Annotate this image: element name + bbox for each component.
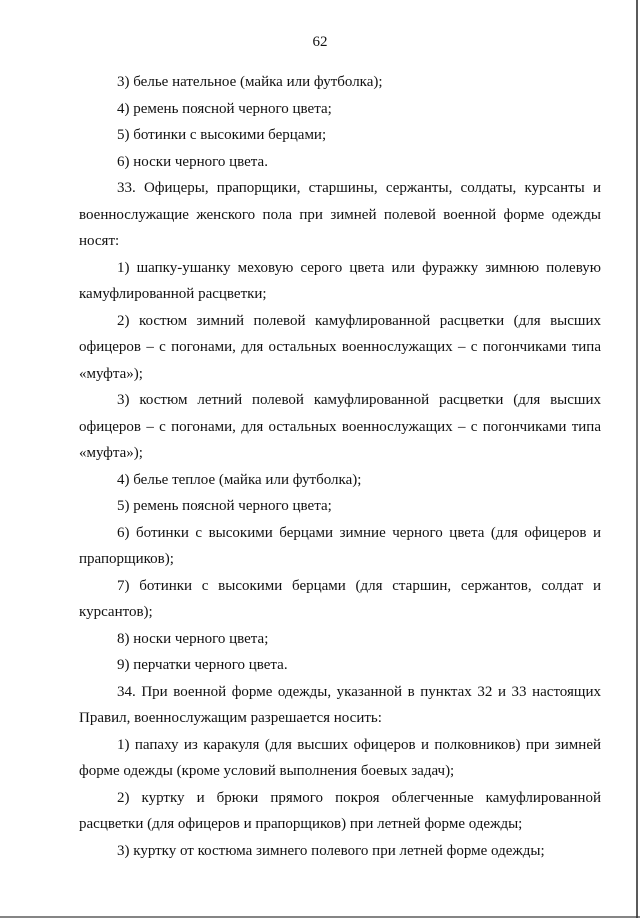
paragraph-33-item-9: 9) перчатки черного цвета. xyxy=(117,657,288,673)
paragraph-34-item-3: 3) куртку от костюма зимнего полевого при летней форме одежды; xyxy=(117,842,545,859)
paragraph-33-item-1: 1) шапку-ушанку меховую серого цвета или фуражку зимнюю полевую камуфлированной расцветки; xyxy=(79,259,601,302)
paragraph-33-item-2: 2) костюм зимний полевой камуфлированной расцветки (для высших офицеров – с погонами, для остальных военнослужащих – с погончиками типа «муфта»); xyxy=(79,312,601,382)
paragraph-33-item-7: 7) ботинки с высокими берцами (для старшин, сержантов, солдат и курсантов); xyxy=(79,577,601,620)
scan-edge-right xyxy=(636,0,638,918)
document-body xyxy=(79,69,601,864)
paragraph-33-item-8: 8) носки черного цвета; xyxy=(117,630,269,647)
paragraph-item-3-underwear: 3) белье нательное (майка или футболка); xyxy=(117,74,383,90)
paragraph-34-item-2: 2) куртку и брюки прямого покроя облегченные камуфлированной расцветки (для офицеров и прапорщиков) при летней форме одежды; xyxy=(79,789,601,832)
page-number: 62 xyxy=(312,34,328,50)
paragraph-34-item-1: 1) папаху из каракуля (для высших офицеров и полковников) при зимней форме одежды (кроме условий выполнения боевых задач); xyxy=(79,736,601,779)
paragraph-item-6-socks: 6) носки черного цвета. xyxy=(117,153,268,170)
paragraph-clause-34: 34. При военной форме одежды, указанной в пунктах 32 и 33 настоящих Правил, военнослужащим разрешается носить: xyxy=(79,683,601,726)
paragraph-33-item-6: 6) ботинки с высокими берцами зимние черного цвета (для офицеров и прапорщиков); xyxy=(79,524,601,567)
paragraph-33-item-5: 5) ремень поясной черного цвета; xyxy=(117,498,332,514)
paragraph-clause-33: 33. Офицеры, прапорщики, старшины, сержанты, солдаты, курсанты и военнослужащие женского пола при зимней полевой военной форме одежды носят: xyxy=(79,180,601,249)
paragraph-33-item-4: 4) белье теплое (майка или футболка); xyxy=(117,471,362,488)
paragraph-item-4-belt: 4) ремень поясной черного цвета; xyxy=(117,100,332,117)
paragraph-item-5-boots: 5) ботинки с высокими берцами; xyxy=(117,127,327,143)
paragraph-33-item-3: 3) костюм летний полевой камуфлированной расцветки (для высших офицеров – с погонами, для остальных военнослужащих – с погончиками типа «муфта»); xyxy=(79,392,601,461)
